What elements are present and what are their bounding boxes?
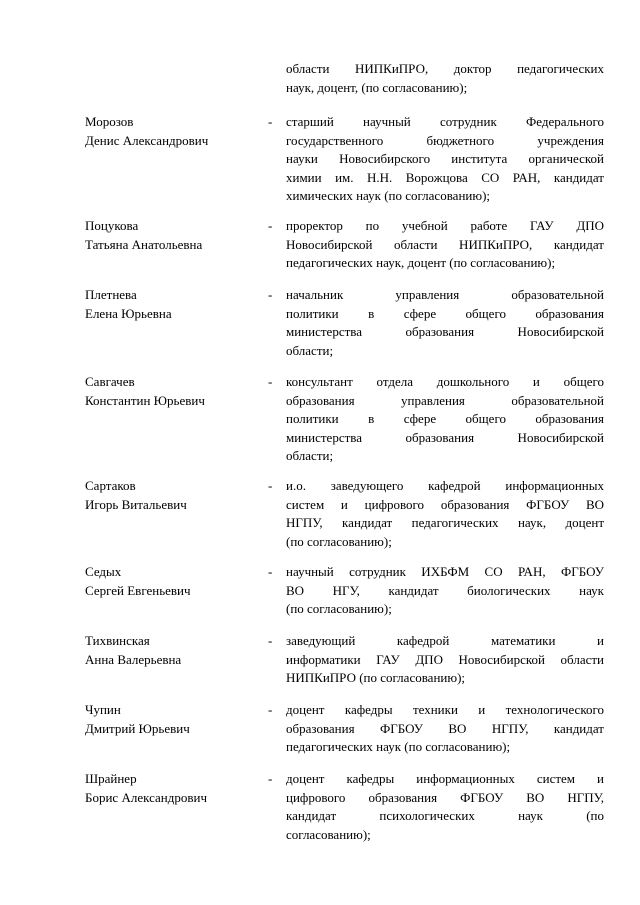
desc-line: области; (286, 342, 334, 358)
desc-line: политики в сфере общего образования (286, 411, 604, 426)
desc-line: систем и цифрового образования ФГБОУ ВО (286, 496, 604, 512)
separator-dash: - (268, 218, 273, 233)
desc-line: педагогических наук, доцент (по согласованию); (286, 255, 556, 270)
desc-line: химии им. Н.Н. Ворожцова СО РАН, кандидат (286, 169, 604, 185)
desc-line: химических наук (по согласованию); (286, 188, 491, 203)
member-description (286, 113, 604, 206)
member-surname: Савгачев (85, 374, 135, 389)
member-name (85, 373, 260, 410)
member-given-name: Сергей Евгеньевич (85, 582, 191, 598)
member-name (85, 113, 260, 150)
member-description (286, 770, 604, 844)
desc-line: согласованию); (286, 826, 371, 842)
desc-line: информатики ГАУ ДПО Новосибирской области (286, 651, 604, 667)
member-surname: Тихвинская (85, 633, 150, 648)
desc-line: образования ФГБОУ ВО НГПУ, кандидат (286, 720, 604, 736)
member-name (85, 286, 260, 323)
member-surname: Шрайнер (85, 771, 137, 786)
desc-line: НГПУ, кандидат педагогических наук, доцент (286, 515, 604, 530)
member-description (286, 563, 604, 619)
desc-line: педагогических наук (по согласованию); (286, 739, 511, 754)
member-surname: Плетнева (85, 287, 137, 302)
desc-line: научный сотрудник ИХБФМ СО РАН, ФГБОУ (286, 564, 604, 579)
separator-dash: - (268, 114, 273, 129)
separator-dash: - (268, 771, 273, 786)
desc-line: НИПКиПРО (по согласованию); (286, 670, 466, 685)
desc-line: министерства образования Новосибирской (286, 429, 604, 445)
member-given-name: Константин Юрьевич (85, 392, 205, 408)
member-given-name: Елена Юрьевна (85, 305, 172, 321)
member-given-name: Татьяна Анатольевна (85, 236, 203, 252)
separator-dash: - (268, 564, 273, 579)
member-surname: Чупин (85, 702, 121, 717)
desc-line: консультант отдела дошкольного и общего (286, 374, 604, 389)
desc-line: и.о. заведующего кафедрой информационных (286, 478, 604, 493)
desc-line: (по согласованию); (286, 533, 392, 549)
desc-line: Новосибирской области НИПКиПРО, кандидат (286, 236, 604, 252)
member-description (286, 373, 604, 466)
separator-dash: - (268, 287, 273, 302)
desc-line: области НИПКиПРО, доктор педагогических (286, 61, 604, 76)
desc-line: начальник управления образовательной (286, 287, 604, 302)
desc-line: политики в сфере общего образования (286, 305, 604, 321)
desc-line: заведующий кафедрой математики и (286, 633, 604, 648)
member-description (286, 286, 604, 360)
member-given-name: Дмитрий Юрьевич (85, 720, 190, 736)
member-given-name: Борис Александрович (85, 789, 207, 805)
member-description (286, 632, 604, 688)
desc-line: старший научный сотрудник Федерального (286, 114, 604, 129)
desc-line: ВО НГУ, кандидат биологических наук (286, 582, 604, 598)
member-description (286, 701, 604, 757)
separator-dash: - (268, 478, 273, 493)
member-name (85, 770, 260, 807)
member-surname: Сартаков (85, 478, 136, 493)
desc-line: образования управления образовательной (286, 392, 604, 408)
separator-dash: - (268, 633, 273, 648)
member-description (286, 217, 604, 273)
member-name (85, 217, 260, 254)
separator-dash: - (268, 702, 273, 717)
desc-line: области; (286, 448, 334, 463)
member-name (85, 477, 260, 514)
desc-line: доцент кафедры информационных систем и (286, 771, 604, 786)
member-given-name: Игорь Витальевич (85, 496, 187, 512)
desc-line: (по согласованию); (286, 601, 392, 616)
continuation-text (286, 60, 604, 97)
member-description (286, 477, 604, 551)
member-given-name: Анна Валерьевна (85, 651, 182, 667)
desc-line: наук, доцент, (по согласованию); (286, 79, 468, 95)
member-surname: Седых (85, 564, 122, 579)
member-surname: Поцукова (85, 218, 139, 233)
desc-line: доцент кафедры техники и технологического (286, 702, 604, 717)
member-name (85, 701, 260, 738)
member-name (85, 563, 260, 600)
member-given-name: Денис Александрович (85, 132, 209, 148)
desc-line: науки Новосибирского института органической (286, 151, 604, 166)
desc-line: министерства образования Новосибирской (286, 324, 604, 339)
member-surname: Морозов (85, 114, 134, 129)
desc-line: кандидат психологических наук (по (286, 808, 604, 823)
separator-dash: - (268, 374, 273, 389)
desc-line: проректор по учебной работе ГАУ ДПО (286, 218, 604, 233)
desc-line: государственного бюджетного учреждения (286, 132, 604, 148)
desc-line: цифрового образования ФГБОУ ВО НГПУ, (286, 789, 604, 805)
member-name (85, 632, 260, 669)
